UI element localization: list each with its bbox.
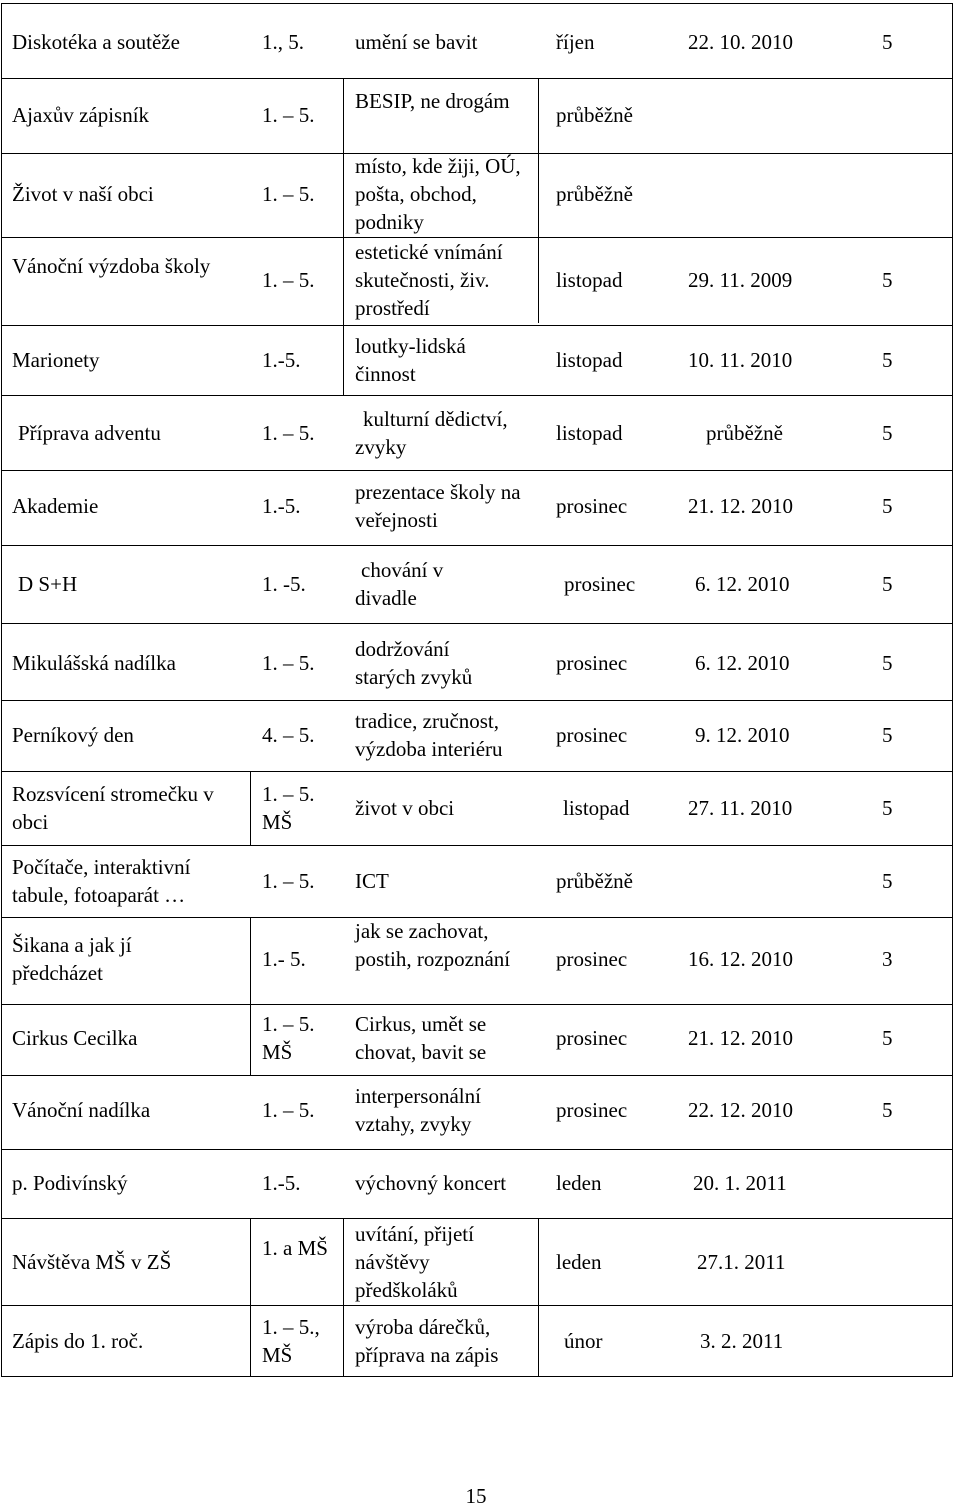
row-focus: BESIP, ne drogám — [355, 89, 510, 113]
row-separator — [1, 1075, 953, 1076]
row-count: 3 — [882, 947, 893, 971]
row-month: listopad — [556, 421, 623, 445]
row-activity: Zápis do 1. roč. — [12, 1329, 144, 1353]
row-activity: Život v naší obci — [12, 182, 154, 206]
row-activity: Vánoční výzdoba školy — [12, 254, 211, 278]
row-month: prosinec — [556, 947, 628, 971]
row-focus: estetické vnímání skutečnosti, živ. prostředí — [355, 240, 503, 320]
row-focus: výroba dárečků, příprava na zápis — [355, 1315, 499, 1367]
column-separator — [343, 1218, 344, 1377]
row-count: 5 — [882, 494, 893, 518]
row-activity: Cirkus Cecilka — [12, 1026, 138, 1050]
row-grade: 1. -5. — [262, 572, 306, 596]
column-separator — [250, 771, 251, 845]
row-separator — [1, 700, 953, 701]
row-focus: ICT — [355, 869, 389, 893]
row-activity: Diskotéka a soutěže — [12, 30, 180, 54]
row-focus: loutky-lidská činnost — [355, 334, 466, 386]
row-month: únor — [564, 1329, 603, 1353]
row-focus: místo, kde žiji, OÚ, pošta, obchod, podniky — [355, 154, 521, 234]
row-activity: Perníkový den — [12, 723, 134, 747]
row-activity: p. Podivínský — [12, 1171, 128, 1195]
row-activity: Mikulášská nadílka — [12, 651, 176, 675]
row-separator — [1, 1149, 953, 1150]
column-separator — [250, 917, 251, 1075]
row-focus: kulturní dědictví, zvyky — [355, 407, 508, 459]
row-focus: interpersonální vztahy, zvyky — [355, 1084, 481, 1136]
row-grade: 1. a MŠ — [262, 1236, 328, 1260]
row-grade: 1. – 5. — [262, 1098, 315, 1122]
column-separator — [343, 78, 344, 395]
row-month: prosinec — [564, 572, 636, 596]
row-grade: 1. – 5. — [262, 421, 315, 445]
row-grade: 1. – 5. — [262, 103, 315, 127]
row-date: 16. 12. 2010 — [688, 947, 793, 971]
row-separator — [1, 771, 953, 772]
row-month: listopad — [563, 796, 630, 820]
row-grade: 1. – 5. — [262, 182, 315, 206]
row-focus: uvítání, přijetí návštěvy předškoláků — [355, 1222, 474, 1302]
row-activity: D S+H — [18, 572, 78, 596]
page-number: 15 — [465, 1484, 487, 1508]
row-focus: jak se zachovat, postih, rozpoznání — [355, 919, 511, 971]
row-activity: Rozsvícení stromečku v obci — [12, 782, 214, 834]
row-count: 5 — [882, 723, 893, 747]
row-activity: Příprava adventu — [18, 421, 161, 445]
row-grade: 1. – 5. — [262, 651, 315, 675]
row-month: prosinec — [556, 723, 628, 747]
row-month: listopad — [556, 268, 623, 292]
row-separator — [1, 325, 953, 326]
row-month: průběžně — [556, 869, 633, 893]
row-month: prosinec — [556, 651, 628, 675]
row-month: prosinec — [556, 494, 628, 518]
row-month: průběžně — [556, 103, 633, 127]
row-separator — [1, 1305, 953, 1306]
column-separator — [538, 1218, 539, 1377]
row-grade: 1.- 5. — [262, 947, 306, 971]
row-focus: Cirkus, umět se chovat, bavit se — [355, 1012, 487, 1064]
row-activity: Vánoční nadílka — [12, 1098, 151, 1122]
row-separator — [1, 545, 953, 546]
row-separator — [1, 395, 953, 396]
row-activity: Akademie — [12, 494, 99, 518]
row-focus: život v obci — [355, 796, 455, 820]
column-separator — [538, 78, 539, 323]
row-count: 5 — [882, 796, 893, 820]
row-month: leden — [556, 1171, 602, 1195]
row-count: 5 — [882, 572, 893, 596]
row-grade: 1. – 5. — [262, 268, 315, 292]
row-month: prosinec — [556, 1026, 628, 1050]
row-grade: 1., 5. — [262, 30, 304, 54]
row-focus: dodržování starých zvyků — [355, 637, 473, 689]
row-date: 22. 12. 2010 — [688, 1098, 793, 1122]
row-date: 6. 12. 2010 — [695, 572, 790, 596]
row-grade: 1. – 5. — [262, 869, 315, 893]
row-date: 10. 11. 2010 — [688, 348, 793, 372]
row-date: průběžně — [706, 421, 783, 445]
row-date: 21. 12. 2010 — [688, 494, 793, 518]
row-focus: prezentace školy na veřejnosti — [355, 480, 521, 532]
row-grade: 1. – 5. MŠ — [262, 782, 315, 834]
row-count: 5 — [882, 869, 893, 893]
row-focus: tradice, zručnost, výzdoba interiéru — [355, 709, 503, 761]
row-count: 5 — [882, 268, 893, 292]
row-date: 20. 1. 2011 — [693, 1171, 787, 1195]
row-focus: umění se bavit — [355, 30, 478, 54]
row-separator — [1, 623, 953, 624]
row-date: 22. 10. 2010 — [688, 30, 793, 54]
row-grade: 1. – 5., MŠ — [262, 1315, 320, 1367]
row-focus: chování v divadle — [355, 558, 444, 610]
row-date: 29. 11. 2009 — [688, 268, 793, 292]
row-separator — [1, 78, 953, 79]
row-activity: Ajaxův zápisník — [12, 103, 150, 127]
row-month: leden — [556, 1250, 602, 1274]
row-date: 27.1. 2011 — [697, 1250, 786, 1274]
row-count: 5 — [882, 1026, 893, 1050]
row-count: 5 — [882, 348, 893, 372]
row-date: 9. 12. 2010 — [695, 723, 790, 747]
row-separator — [1, 845, 953, 846]
row-grade: 1.-5. — [262, 494, 301, 518]
row-grade: 1. – 5. MŠ — [262, 1012, 315, 1064]
row-grade: 1.-5. — [262, 1171, 301, 1195]
row-count: 5 — [882, 1098, 893, 1122]
row-count: 5 — [882, 421, 893, 445]
row-grade: 1.-5. — [262, 348, 301, 372]
row-separator — [1, 1004, 953, 1005]
row-separator — [1, 470, 953, 471]
row-date: 21. 12. 2010 — [688, 1026, 793, 1050]
row-count: 5 — [882, 651, 893, 675]
row-grade: 4. – 5. — [262, 723, 315, 747]
row-activity: Návštěva MŠ v ZŠ — [12, 1250, 172, 1274]
row-activity: Šikana a jak jí předcházet — [12, 933, 132, 985]
column-separator — [250, 1218, 251, 1377]
row-month: průběžně — [556, 182, 633, 206]
row-date: 6. 12. 2010 — [695, 651, 790, 675]
row-separator — [1, 1218, 953, 1219]
row-activity: Počítače, interaktivní tabule, fotoaparát … — [12, 855, 191, 907]
row-month: prosinec — [556, 1098, 628, 1122]
row-activity: Marionety — [12, 348, 100, 372]
row-focus: výchovný koncert — [355, 1171, 507, 1195]
row-count: 5 — [882, 30, 893, 54]
row-month: říjen — [556, 30, 595, 54]
row-month: listopad — [556, 348, 623, 372]
row-date: 3. 2. 2011 — [700, 1329, 784, 1353]
row-date: 27. 11. 2010 — [688, 796, 793, 820]
